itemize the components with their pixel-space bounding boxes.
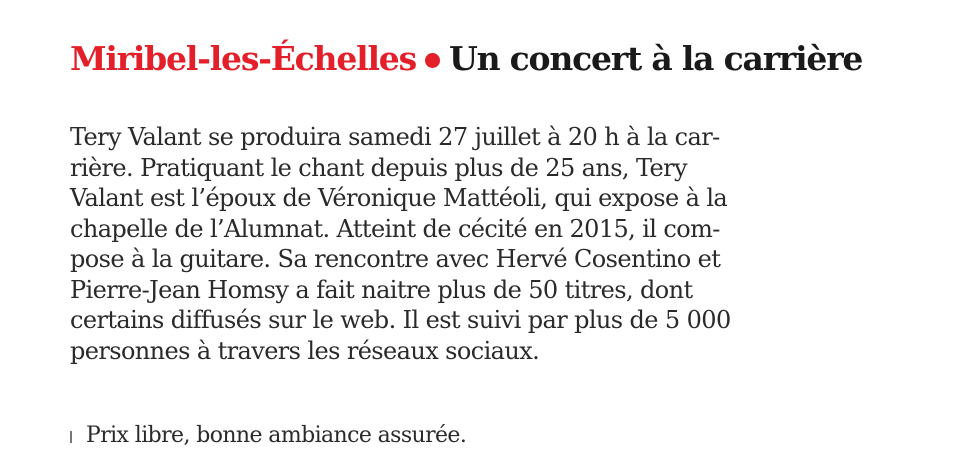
headline-place: Miribel-les-Échelles (70, 39, 416, 78)
bullet-dot-icon (425, 53, 440, 68)
body-line: Tery Valant se produira samedi 27 juillet à 20 h à la car- (70, 123, 720, 151)
footnote (70, 422, 466, 450)
body-line: rière. Pratiquant le chant depuis plus de 25 ans, Tery (70, 153, 687, 182)
info-marker-icon (70, 431, 72, 443)
headline (70, 36, 862, 82)
body-line: personnes à travers les réseaux sociaux. (70, 336, 540, 365)
footnote-text: Prix libre, bonne ambiance assurée. (86, 423, 467, 448)
body-line: Valant est l’époux de Véronique Mattéoli, qui expose à la (70, 184, 728, 212)
body-line: Pierre-Jean Homsy a fait naitre plus de 50 titres, dont (70, 275, 693, 304)
article-body (70, 122, 900, 366)
body-line: pose à la guitare. Sa rencontre avec Hervé Cosentino et (70, 245, 721, 273)
body-line: chapelle de l’Alumnat. Atteint de cécité en 2015, il com- (70, 214, 720, 243)
body-line: certains diffusés sur le web. Il est suivi par plus de 5 000 (70, 306, 731, 334)
headline-title: Un concert à la carrière (448, 39, 863, 78)
